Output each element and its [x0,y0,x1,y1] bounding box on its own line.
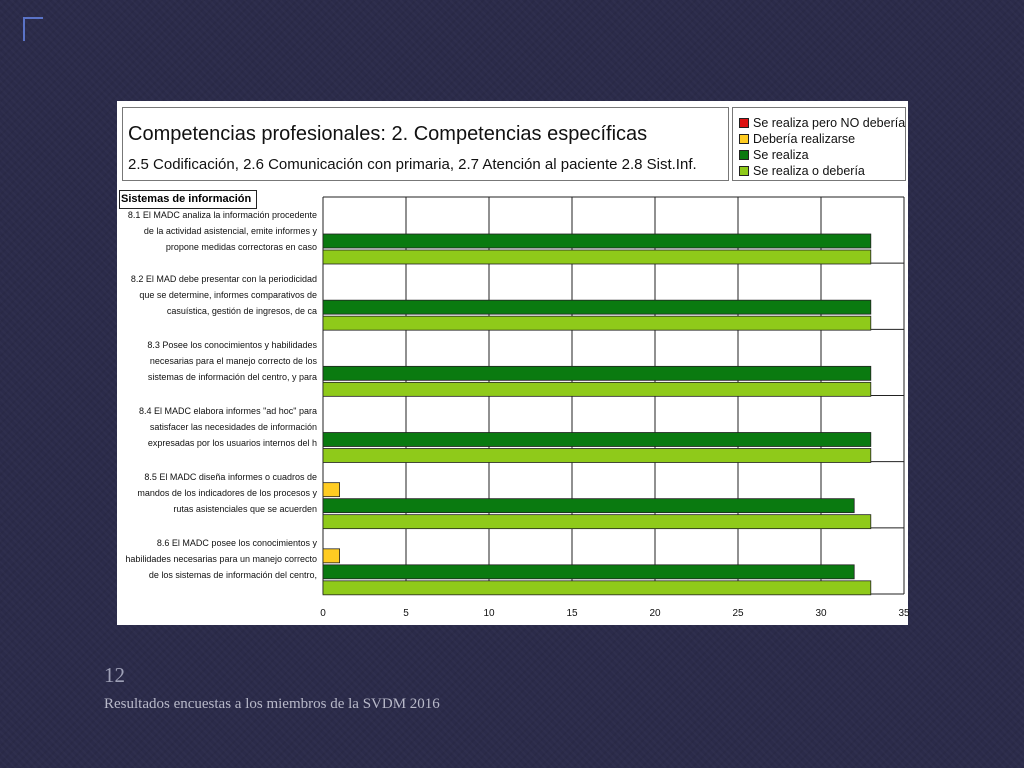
x-tick-label-5: 5 [403,608,409,619]
x-tick-label-25: 25 [732,608,744,619]
bar-se-realiza-o-deberia-6 [323,581,871,595]
x-tick-label-30: 30 [815,608,827,619]
legend-swatch-yellow [739,134,749,144]
category-label-8-6: 8.6 El MADC posee los conocimientos y habilidades necesarias para un manejo correcto de los sistemas de información del centro, [125,538,317,580]
bar-se-realiza-o-deberia-1 [323,250,871,264]
slide-corner-bracket [23,17,43,41]
bar-deberia-realizarse-5 [323,483,340,497]
chart-panel [117,101,908,625]
category-label-8-1: 8.1 El MADC analiza la información procedente de la actividad asistencial, emite informes y propone medidas correctoras en caso [127,210,317,252]
legend-item-se-realiza [739,147,809,163]
bar-se-realiza-o-deberia-4 [323,449,871,463]
x-tick-label-15: 15 [566,608,578,619]
x-tick-label-20: 20 [649,608,661,619]
legend-item-se-realiza-pero-no-deberia [739,115,905,131]
legend-swatch-light-green [739,166,749,176]
x-tick-label-35: 35 [898,608,910,619]
slide-number: 12 [104,663,125,687]
bar-se-realiza-4 [323,433,871,447]
legend-item-se-realiza-o-deberia [739,163,865,179]
bar-se-realiza-o-deberia-5 [323,515,871,529]
category-label-8-5: 8.5 El MADC diseña informes o cuadros de mandos de los indicadores de los procesos y rutas asistenciales que se acuerden [137,472,317,514]
bar-se-realiza-o-deberia-2 [323,316,871,330]
slide-caption: Resultados encuestas a los miembros de la SVDM 2016 [104,696,440,712]
chart-title-box [122,107,729,181]
bar-se-realiza-2 [323,300,871,314]
legend-label: Debería realizarse [753,132,856,146]
bar-se-realiza-6 [323,565,854,579]
legend-label: Se realiza pero NO debería [753,116,906,130]
bar-se-realiza-5 [323,499,854,513]
legend-label: Se realiza [753,148,809,162]
x-tick-label-10: 10 [483,608,495,619]
category-label-8-3: 8.3 Posee los conocimientos y habilidades necesarias para el manejo correcto de los sistemas de información del centro, y para [147,340,317,382]
bar-se-realiza-o-deberia-3 [323,382,871,396]
chart-subtitle: 2.5 Codificación, 2.6 Comunicación con primaria, 2.7 Atención al paciente 2.8 Sist.Inf. [128,156,697,173]
legend-label: Se realiza o debería [753,164,865,178]
legend-swatch-dark-green [739,150,749,160]
chart-title: Competencias profesionales: 2. Competencias específicas [128,123,648,145]
legend-swatch-red [739,118,749,128]
bar-deberia-realizarse-6 [323,549,340,563]
legend-item-deberia-realizarse [739,131,855,147]
bar-se-realiza-3 [323,366,871,380]
category-label-8-4: 8.4 El MADC elabora informes "ad hoc" para satisfacer las necesidades de información expresadas por los usuarios internos del h [139,406,317,448]
category-label-8-2: 8.2 El MAD debe presentar con la periodicidad que se determine, informes comparativos de casuística, gestión de ingresos, de ca [130,274,317,316]
chart-legend [732,107,906,181]
section-header: Sistemas de información [119,190,257,209]
bar-se-realiza-1 [323,234,871,248]
x-tick-label-0: 0 [320,608,326,619]
